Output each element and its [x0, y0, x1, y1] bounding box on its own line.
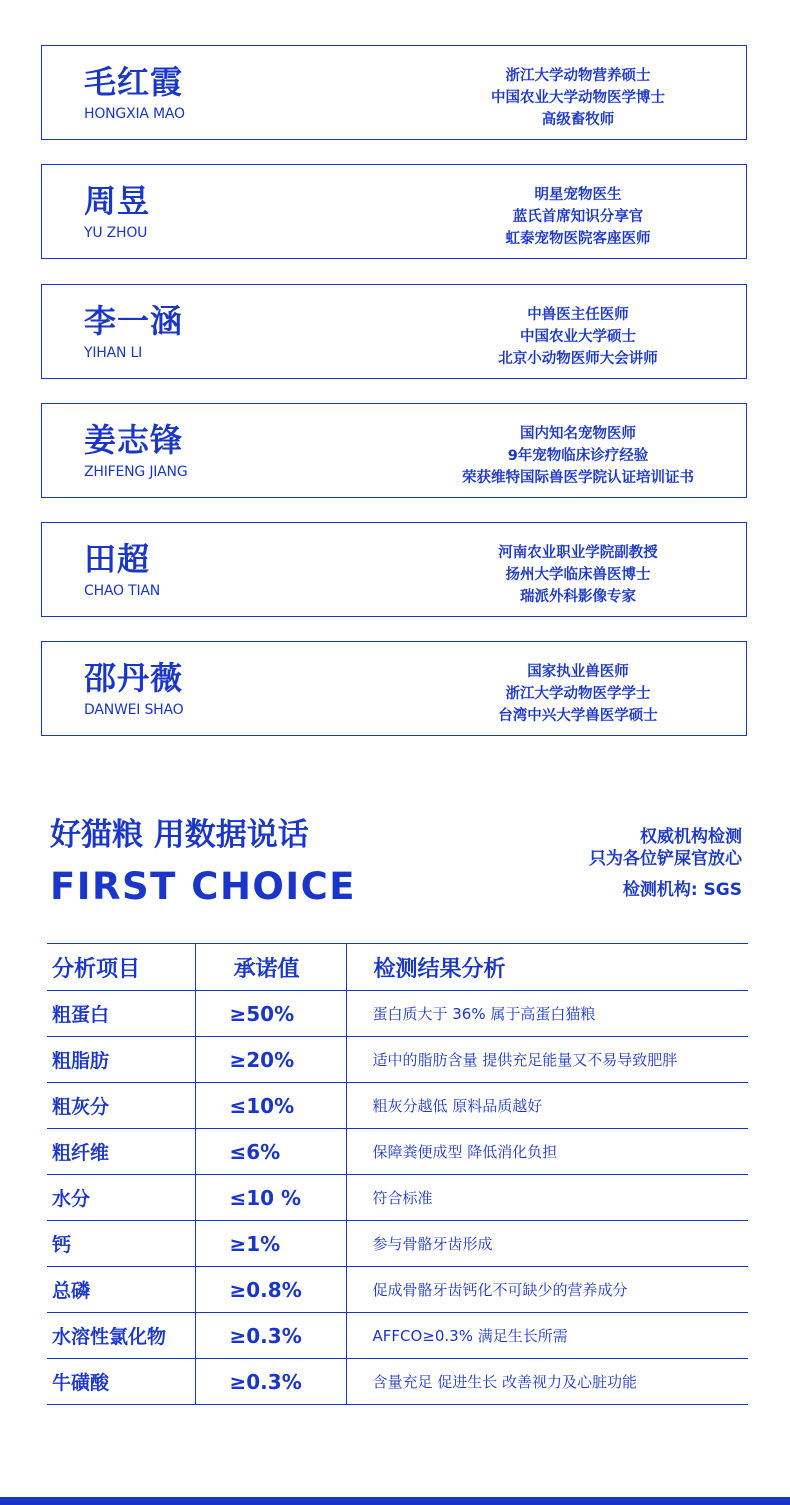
testing-note-line: 只为各位铲屎官放心 — [589, 849, 742, 869]
table-row — [47, 1037, 748, 1083]
credential-line: 北京小动物医师大会讲师 — [498, 351, 658, 367]
expert-credentials — [428, 304, 728, 370]
table-row — [47, 1083, 748, 1129]
item-cell: 钙 — [47, 1221, 195, 1267]
item-cell: 粗纤维 — [47, 1129, 195, 1175]
analysis-cell: 促成骨骼牙齿钙化不可缺少的营养成分 — [346, 1267, 748, 1313]
table-row — [47, 1175, 748, 1221]
credential-line: 中国农业大学硕士 — [520, 329, 636, 345]
value-cell: ≥20% — [195, 1037, 346, 1083]
header-analysis: 检测结果分析 — [346, 944, 748, 991]
testing-note-line: 权威机构检测 — [640, 827, 742, 847]
item-cell: 水溶性氯化物 — [47, 1313, 195, 1359]
table-row — [47, 1129, 748, 1175]
expert-credentials — [428, 184, 728, 250]
expert-name-cn: 周昱 — [84, 182, 151, 220]
value-cell: ≥0.8% — [195, 1267, 346, 1313]
credential-line: 河南农业职业学院副教授 — [498, 545, 658, 561]
credential-line: 中兽医主任医师 — [527, 307, 629, 323]
table-row — [47, 1313, 748, 1359]
expert-card — [41, 403, 747, 498]
value-cell: ≤6% — [195, 1129, 346, 1175]
header-promised-value: 承诺值 — [195, 944, 346, 991]
expert-credentials — [428, 65, 728, 131]
item-cell: 总磷 — [47, 1267, 195, 1313]
expert-name-cn: 姜志锋 — [84, 421, 184, 459]
item-cell: 粗灰分 — [47, 1083, 195, 1129]
value-cell: ≥0.3% — [195, 1313, 346, 1359]
expert-name-en: CHAO TIAN — [84, 583, 161, 599]
testing-agency: 检测机构: SGS — [622, 880, 742, 900]
value-cell: ≤10 % — [195, 1175, 346, 1221]
expert-name-en: YIHAN LI — [84, 345, 143, 361]
bottom-divider-bar — [0, 1497, 790, 1505]
analysis-cell: 蛋白质大于 36% 属于高蛋白猫粮 — [346, 991, 748, 1037]
credential-line: 瑞派外科影像专家 — [520, 589, 636, 605]
table-row — [47, 1221, 748, 1267]
section-title-cn: 好猫粮 用数据说话 — [50, 817, 309, 853]
expert-name-cn: 邵丹薇 — [84, 659, 184, 697]
expert-name-en: DANWEI SHAO — [84, 702, 184, 718]
expert-name-en: YU ZHOU — [84, 225, 148, 241]
analysis-cell: 保障粪便成型 降低消化负担 — [346, 1129, 748, 1175]
nutrition-results-table — [47, 943, 748, 1405]
expert-card — [41, 164, 747, 259]
expert-name-cn: 田超 — [84, 540, 151, 578]
item-cell: 粗蛋白 — [47, 991, 195, 1037]
expert-name-cn: 毛红霞 — [84, 63, 184, 101]
expert-credentials — [428, 423, 728, 489]
expert-card — [41, 522, 747, 617]
credential-line: 高级畜牧师 — [541, 112, 615, 128]
credential-line: 台湾中兴大学兽医学硕士 — [498, 708, 658, 724]
header-item: 分析项目 — [47, 944, 195, 991]
expert-name-en: HONGXIA MAO — [84, 106, 185, 122]
credential-line: 9年宠物临床诊疗经验 — [507, 448, 649, 464]
credential-line: 荣获维特国际兽医学院认证培训证书 — [462, 470, 694, 486]
table-row — [47, 1267, 748, 1313]
testing-note — [589, 826, 742, 901]
credential-line: 国家执业兽医师 — [527, 664, 629, 680]
expert-credentials — [428, 542, 728, 608]
expert-card — [41, 284, 747, 379]
section-title-en: FIRST CHOICE — [50, 865, 357, 908]
item-cell: 粗脂肪 — [47, 1037, 195, 1083]
credential-line: 明星宠物医生 — [534, 187, 622, 203]
analysis-cell: 含量充足 促进生长 改善视力及心脏功能 — [346, 1359, 748, 1405]
analysis-cell: 符合标准 — [346, 1175, 748, 1221]
credential-line: 浙江大学动物营养硕士 — [505, 68, 651, 84]
analysis-cell: 粗灰分越低 原料品质越好 — [346, 1083, 748, 1129]
credential-line: 中国农业大学动物医学博士 — [491, 90, 665, 106]
analysis-cell: AFFCO≥0.3% 满足生长所需 — [346, 1313, 748, 1359]
item-cell: 牛磺酸 — [47, 1359, 195, 1405]
analysis-cell: 参与骨骼牙齿形成 — [346, 1221, 748, 1267]
table-row — [47, 991, 748, 1037]
analysis-cell: 适中的脂肪含量 提供充足能量又不易导致肥胖 — [346, 1037, 748, 1083]
credential-line: 蓝氏首席知识分享官 — [512, 209, 644, 225]
expert-card — [41, 45, 747, 140]
expert-name-cn: 李一涵 — [84, 302, 184, 340]
value-cell: ≥1% — [195, 1221, 346, 1267]
table-header-row — [47, 944, 748, 991]
value-cell: ≥50% — [195, 991, 346, 1037]
expert-card — [41, 641, 747, 736]
credential-line: 国内知名宠物医师 — [520, 426, 636, 442]
value-cell: ≤10% — [195, 1083, 346, 1129]
credential-line: 虹泰宠物医院客座医师 — [505, 231, 651, 247]
expert-credentials — [428, 661, 728, 727]
expert-name-en: ZHIFENG JIANG — [84, 464, 188, 480]
credential-line: 浙江大学动物医学学士 — [505, 686, 651, 702]
table-row — [47, 1359, 748, 1405]
item-cell: 水分 — [47, 1175, 195, 1221]
credential-line: 扬州大学临床兽医博士 — [505, 567, 651, 583]
value-cell: ≥0.3% — [195, 1359, 346, 1405]
